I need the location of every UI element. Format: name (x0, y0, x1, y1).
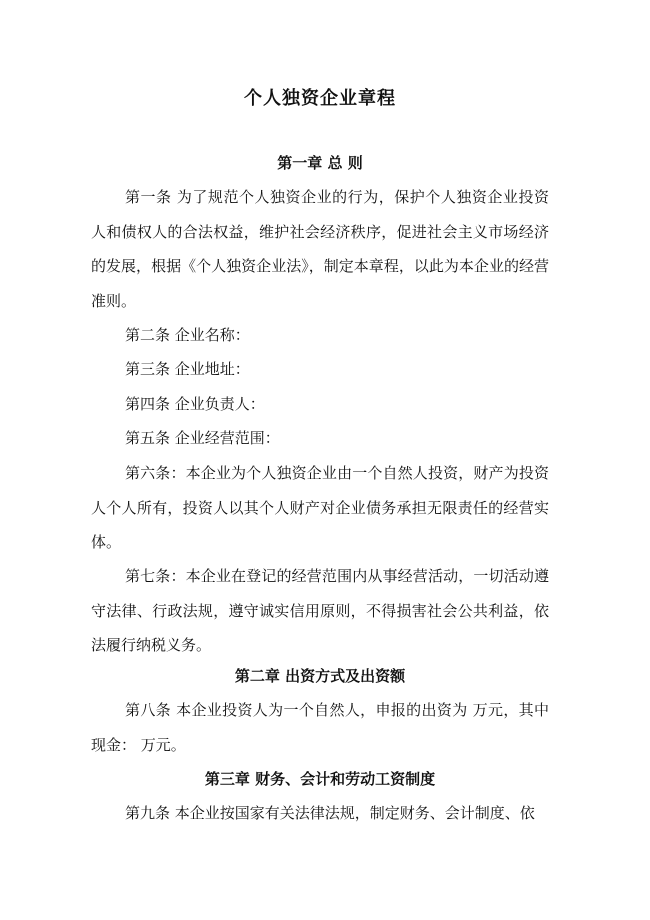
article-8: 第八条 本企业投资人为一个自然人，申报的出资为 万元，其中现金： 万元。 (91, 701, 549, 754)
article-6: 第六条：本企业为个人独资企业由一个自然人投资，财产为投资人个人所有，投资人以其个人财产对企业债务承担无限责任的经营实体。 (91, 464, 549, 551)
article-2: 第二条 企业名称： (125, 326, 250, 344)
article-3: 第三条 企业地址： (125, 360, 250, 378)
article-1: 第一条 为了规范个人独资企业的行为，保护个人独资企业投资人和债权人的合法权益，维护社会经济秩序，促进社会主义市场经济的发展，根据《个人独资企业法》，制定本章程，以此为本企业的经营准则。 (91, 188, 549, 310)
article-9: 第九条 本企业按国家有关法律法规，制定财务、会计制度、依 (125, 804, 535, 822)
article-7: 第七条：本企业在登记的经营范围内从事经营活动，一切活动遵守法律、行政法规，遵守诚实信用原则，不得损害社会公共利益，依法履行纳税义务。 (91, 567, 549, 654)
chapter-3-heading: 第三章 财务、会计和劳动工资制度 (204, 770, 436, 788)
article-4: 第四条 企业负责人： (125, 395, 265, 413)
chapter-1-heading: 第一章 总 则 (277, 154, 363, 172)
article-5: 第五条 企业经营范围： (125, 429, 280, 447)
document-title: 个人独资企业章程 (244, 88, 396, 109)
chapter-2-heading: 第二章 出资方式及出资额 (234, 667, 406, 685)
